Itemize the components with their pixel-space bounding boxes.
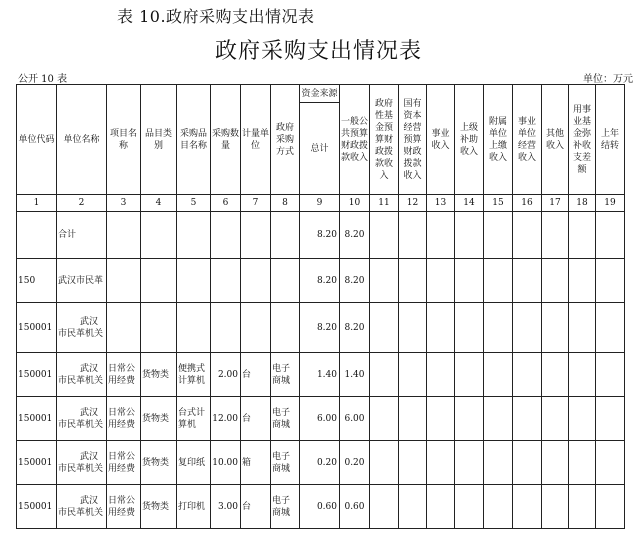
- cell-empty: [399, 259, 427, 303]
- unit-label: 单位：万元: [583, 74, 633, 85]
- cell-general-budget: 8.20: [340, 212, 370, 259]
- cell-total: 0.20: [300, 441, 340, 485]
- cell-empty: [569, 212, 596, 259]
- header-operating-income: 事业单位经营收入: [513, 85, 542, 195]
- cell-empty: [596, 353, 625, 397]
- page-title: 政府采购支出情况表: [214, 39, 422, 64]
- cell-empty: [542, 259, 569, 303]
- cell-empty: [455, 212, 484, 259]
- column-number: 9: [300, 195, 340, 212]
- column-number: 16: [513, 195, 542, 212]
- cell-item: 复印纸: [177, 441, 211, 485]
- cell-method: [271, 212, 300, 259]
- cell-empty: [399, 303, 427, 353]
- cell-empty: [542, 303, 569, 353]
- cell-unit-name: 武汉市民革机关: [57, 441, 107, 485]
- header-measure-unit: 计量单位: [241, 85, 271, 195]
- cell-empty: [569, 353, 596, 397]
- cell-empty: [399, 353, 427, 397]
- cell-empty: [542, 441, 569, 485]
- cell-quantity: 3.00: [211, 485, 241, 529]
- cell-empty: [569, 485, 596, 529]
- table-row: [17, 441, 625, 485]
- column-number: 4: [141, 195, 177, 212]
- cell-empty: [370, 259, 399, 303]
- header-state-capital: 国有资本经营预算财政拨款收入: [399, 85, 427, 195]
- cell-quantity: 2.00: [211, 353, 241, 397]
- table-row: [17, 303, 625, 353]
- cell-project: 日常公用经费: [107, 485, 141, 529]
- cell-empty: [596, 485, 625, 529]
- header-total: 总计: [300, 103, 340, 195]
- cell-category: 货物类: [141, 441, 177, 485]
- cell-empty: [513, 441, 542, 485]
- cell-empty: [484, 485, 513, 529]
- header-project-name: 项目名称: [107, 85, 141, 195]
- cell-unit-code: 150001: [17, 303, 57, 353]
- cell-method: 电子商城: [271, 353, 300, 397]
- cell-category: 货物类: [141, 397, 177, 441]
- header-gov-fund: 政府性基金预算财政拨款收入: [370, 85, 399, 195]
- column-number: 3: [107, 195, 141, 212]
- cell-empty: [542, 485, 569, 529]
- cell-project: [107, 212, 141, 259]
- cell-empty: [370, 212, 399, 259]
- cell-unit-code: 150: [17, 259, 57, 303]
- cell-total: 6.00: [300, 397, 340, 441]
- cell-category: [141, 303, 177, 353]
- cell-unit-name: 合计: [57, 212, 107, 259]
- column-number: 8: [271, 195, 300, 212]
- cell-measure-unit: 台: [241, 485, 271, 529]
- cell-empty: [513, 259, 542, 303]
- cell-empty: [484, 259, 513, 303]
- cell-empty: [427, 212, 455, 259]
- column-number: 13: [427, 195, 455, 212]
- cell-empty: [484, 303, 513, 353]
- cell-project: 日常公用经费: [107, 353, 141, 397]
- cell-empty: [399, 212, 427, 259]
- header-method: 政府采购方式: [271, 85, 300, 195]
- cell-total: 0.60: [300, 485, 340, 529]
- header-other-income: 其他收入: [542, 85, 569, 195]
- cell-total: 8.20: [300, 303, 340, 353]
- table-row: [17, 212, 625, 259]
- cell-measure-unit: [241, 259, 271, 303]
- header-unit-code: 单位代码: [17, 85, 57, 195]
- cell-empty: [484, 397, 513, 441]
- cell-general-budget: 0.60: [340, 485, 370, 529]
- cell-method: 电子商城: [271, 441, 300, 485]
- form-number: 公开 10 表: [18, 74, 68, 85]
- cell-empty: [427, 485, 455, 529]
- cell-total: 1.40: [300, 353, 340, 397]
- cell-method: [271, 259, 300, 303]
- cell-empty: [484, 212, 513, 259]
- cell-unit-name: 武汉市民革机关: [57, 353, 107, 397]
- cell-empty: [513, 353, 542, 397]
- cell-empty: [370, 353, 399, 397]
- cell-project: [107, 303, 141, 353]
- cell-project: [107, 259, 141, 303]
- cell-empty: [596, 441, 625, 485]
- cell-general-budget: 1.40: [340, 353, 370, 397]
- cell-empty: [484, 441, 513, 485]
- header-item-name: 采购品目名称: [177, 85, 211, 195]
- cell-item: [177, 303, 211, 353]
- cell-total: 8.20: [300, 259, 340, 303]
- cell-method: 电子商城: [271, 485, 300, 529]
- cell-unit-name: 武汉市民革: [57, 259, 107, 303]
- cell-measure-unit: 台: [241, 353, 271, 397]
- cell-general-budget: 8.20: [340, 303, 370, 353]
- cell-empty: [542, 397, 569, 441]
- cell-empty: [513, 303, 542, 353]
- column-number: 7: [241, 195, 271, 212]
- cell-measure-unit: 箱: [241, 441, 271, 485]
- column-number: 6: [211, 195, 241, 212]
- cell-empty: [427, 397, 455, 441]
- cell-empty: [370, 485, 399, 529]
- column-number: 2: [57, 195, 107, 212]
- procurement-table: [16, 84, 625, 529]
- header-unit-name: 单位名称: [57, 85, 107, 195]
- cell-empty: [455, 485, 484, 529]
- table-row: [17, 259, 625, 303]
- cell-method: 电子商城: [271, 397, 300, 441]
- column-number: 19: [596, 195, 625, 212]
- table-row: [17, 397, 625, 441]
- header-make-up: 用事业基金弥补收支差额: [569, 85, 596, 195]
- cell-quantity: 12.00: [211, 397, 241, 441]
- cell-empty: [569, 397, 596, 441]
- cell-empty: [427, 441, 455, 485]
- cell-item: [177, 212, 211, 259]
- cell-category: [141, 259, 177, 303]
- header-quantity: 采购数量: [211, 85, 241, 195]
- column-number: 17: [542, 195, 569, 212]
- cell-empty: [569, 303, 596, 353]
- table-caption: 表 10.政府采购支出情况表: [117, 7, 315, 26]
- header-subsidy-income: 上级补助收入: [455, 85, 484, 195]
- header-business-income: 事业收入: [427, 85, 455, 195]
- column-number: 18: [569, 195, 596, 212]
- cell-category: 货物类: [141, 485, 177, 529]
- cell-empty: [455, 397, 484, 441]
- cell-item: 台式计算机: [177, 397, 211, 441]
- cell-category: [141, 212, 177, 259]
- cell-unit-code: 150001: [17, 397, 57, 441]
- cell-project: 日常公用经费: [107, 397, 141, 441]
- cell-empty: [569, 259, 596, 303]
- cell-unit-code: 150001: [17, 353, 57, 397]
- cell-unit-name: 武汉市民革机关: [57, 397, 107, 441]
- cell-general-budget: 6.00: [340, 397, 370, 441]
- table-row: [17, 485, 625, 529]
- cell-empty: [484, 353, 513, 397]
- cell-empty: [399, 485, 427, 529]
- cell-empty: [370, 397, 399, 441]
- cell-empty: [455, 441, 484, 485]
- cell-unit-name: 武汉市民革机关: [57, 303, 107, 353]
- cell-empty: [513, 397, 542, 441]
- cell-item: 打印机: [177, 485, 211, 529]
- cell-total: 8.20: [300, 212, 340, 259]
- table-row: [17, 353, 625, 397]
- cell-general-budget: 0.20: [340, 441, 370, 485]
- cell-empty: [427, 259, 455, 303]
- cell-empty: [542, 353, 569, 397]
- column-number: 10: [340, 195, 370, 212]
- column-number: 5: [177, 195, 211, 212]
- cell-empty: [427, 303, 455, 353]
- cell-empty: [569, 441, 596, 485]
- cell-unit-code: 150001: [17, 485, 57, 529]
- header-funding-source: 资金来源: [300, 85, 340, 103]
- cell-measure-unit: 台: [241, 397, 271, 441]
- column-number: 1: [17, 195, 57, 212]
- cell-measure-unit: [241, 303, 271, 353]
- cell-empty: [513, 212, 542, 259]
- cell-quantity: [211, 303, 241, 353]
- header-carryover: 上年结转: [596, 85, 625, 195]
- cell-empty: [596, 303, 625, 353]
- cell-empty: [455, 353, 484, 397]
- cell-empty: [427, 353, 455, 397]
- cell-unit-code: [17, 212, 57, 259]
- cell-general-budget: 8.20: [340, 259, 370, 303]
- cell-empty: [399, 397, 427, 441]
- cell-quantity: [211, 259, 241, 303]
- cell-empty: [455, 303, 484, 353]
- cell-empty: [596, 397, 625, 441]
- cell-measure-unit: [241, 212, 271, 259]
- cell-empty: [370, 303, 399, 353]
- column-number: 11: [370, 195, 399, 212]
- cell-quantity: [211, 212, 241, 259]
- cell-quantity: 10.00: [211, 441, 241, 485]
- cell-unit-code: 150001: [17, 441, 57, 485]
- cell-category: 货物类: [141, 353, 177, 397]
- column-number: 14: [455, 195, 484, 212]
- cell-empty: [596, 259, 625, 303]
- cell-unit-name: 武汉市民革机关: [57, 485, 107, 529]
- cell-empty: [370, 441, 399, 485]
- cell-project: 日常公用经费: [107, 441, 141, 485]
- cell-empty: [399, 441, 427, 485]
- cell-empty: [513, 485, 542, 529]
- cell-item: 便携式计算机: [177, 353, 211, 397]
- cell-empty: [455, 259, 484, 303]
- header-category: 品目类别: [141, 85, 177, 195]
- cell-method: [271, 303, 300, 353]
- cell-item: [177, 259, 211, 303]
- cell-empty: [596, 212, 625, 259]
- header-general-budget: 一般公共预算财政拨款收入: [340, 85, 370, 195]
- header-affiliated-income: 附属单位上缴收入: [484, 85, 513, 195]
- cell-empty: [542, 212, 569, 259]
- column-number: 12: [399, 195, 427, 212]
- column-number: 15: [484, 195, 513, 212]
